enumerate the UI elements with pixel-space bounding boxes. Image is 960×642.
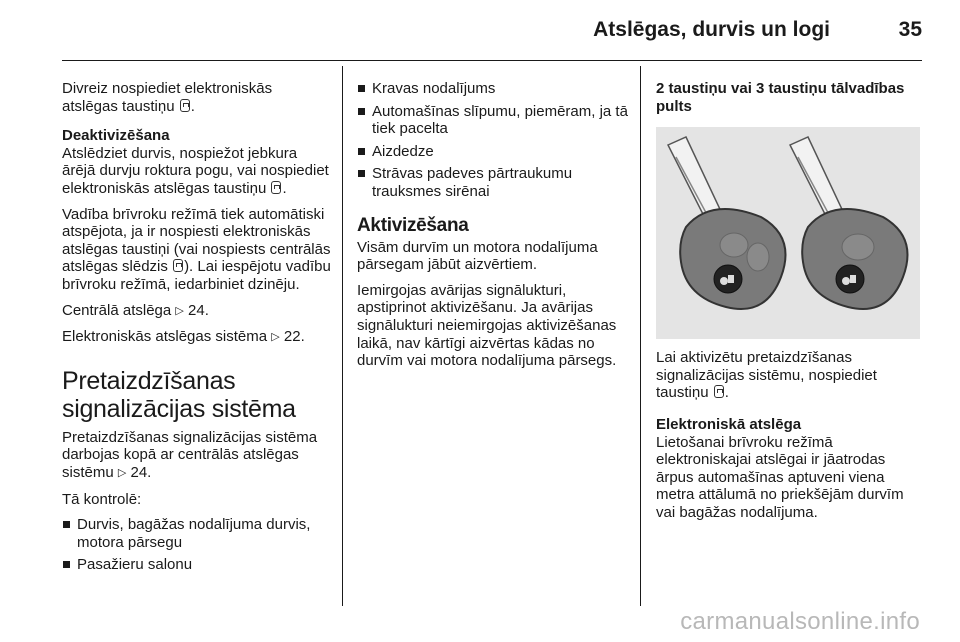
paragraph-text: ). Lai iespējotu vadību brīvroku režīmā, iedarbiniet dzinēju. [62, 258, 331, 293]
bullet-icon [358, 148, 365, 155]
bullet-icon [358, 170, 365, 177]
page-reference-icon: ▷ [175, 304, 184, 317]
list-item [62, 556, 332, 574]
list-item [357, 103, 632, 138]
list-item-text: Pasažieru salonu [77, 556, 193, 574]
cross-reference[interactable] [62, 302, 332, 321]
paragraph-text: . [282, 179, 287, 197]
list-item-text: Strāvas padeves pārtraukumu trauksmes sirēnai [372, 165, 573, 200]
list-item-text: Durvis, bagāžas nodalījuma durvis, motora pārsegu [77, 516, 311, 551]
paragraph [62, 80, 332, 115]
page-reference-icon: ▷ [271, 331, 280, 344]
subheading-remote: 2 taustiņu vai 3 taustiņu tālvadības pults [656, 80, 905, 115]
unlock-key-icon [271, 181, 281, 194]
subheading-electronic-key: Elektroniskā atslēga [656, 415, 802, 433]
paragraph: Iemirgojas avārijas signālukturi, apstiprinot aktivizēšanu. Ja avārijas signālukturi neiemirgojas aktivizēšanas laikā, nav kārtīgi aizvērtas kādas no durvīm vai motora nodalījuma pārsegs. [357, 281, 617, 370]
paragraph [62, 145, 332, 198]
reference-text: Elektroniskās atslēgas sistēma [62, 328, 268, 346]
list-item-text: Aizdedze [372, 142, 434, 160]
bullet-list [62, 516, 332, 574]
column-right [656, 80, 921, 530]
key-illustration-right [790, 137, 908, 309]
header-divider [62, 60, 922, 61]
paragraph-text: Atslēdziet durvis, nospiežot jebkura ārējā durvju roktura pogu, vai nospiediet elektroniskās atslēgas taustiņu [62, 144, 329, 197]
bullet-icon [358, 85, 365, 92]
paragraph-text: . [190, 97, 195, 115]
list-item-text: Kravas nodalījums [372, 80, 496, 97]
paragraph: Tā kontrolē: [62, 490, 142, 508]
section-heading-activation: Aktivizēšana [357, 214, 469, 236]
lock-key-icon [714, 385, 724, 398]
page-header-title: Atslēgas, durvis un logi [593, 18, 830, 41]
bullet-list [357, 80, 632, 201]
reference-text: Centrālā atslēga [62, 301, 172, 319]
paragraph-text: . [724, 384, 729, 402]
paragraph [656, 349, 921, 402]
paragraph [62, 206, 332, 294]
bullet-icon [63, 521, 70, 528]
subheading-deactivation: Deaktivizēšana [62, 127, 170, 145]
remote-keys-illustration [656, 127, 920, 339]
bullet-icon [358, 108, 365, 115]
paragraph-text: Divreiz nospiediet elektroniskās atslēgas taustiņu [62, 80, 273, 115]
paragraph: Visām durvīm un motora nodalījuma pārsegam jābūt aizvērtiem. [357, 238, 598, 274]
list-item [357, 80, 632, 98]
paragraph-text: Pretaizdzīšanas signalizācijas sistēma darbojas kopā ar centrālās atslēgas sistēmu [62, 428, 318, 481]
paragraph-text: Lai aktivizētu pretaizdzīšanas signalizācijas sistēmu, nospiediet taustiņu [656, 349, 877, 402]
reference-page[interactable]: 24. [130, 463, 152, 481]
section-heading: Pretaizdzīšanas signalizācijas sistēma [62, 366, 296, 423]
page-reference-icon: ▷ [117, 466, 127, 479]
column-divider [342, 66, 343, 606]
list-item [357, 165, 632, 200]
watermark-text: carmanualsonline.info [680, 608, 920, 635]
reference-page: 22. [283, 328, 305, 346]
lock-key-icon [173, 259, 183, 272]
reference-page: 24. [188, 301, 209, 319]
column-divider [640, 66, 641, 606]
paragraph-text: Vadība brīvroku režīmā tiek automātiski atspējota, ja ir nospiesti elektroniskās atslēgas taustiņi (vai nospiests centrālās atslēgas slēdzis [62, 205, 331, 276]
column-middle [357, 80, 632, 378]
lock-key-icon [180, 99, 190, 112]
bullet-icon [63, 561, 70, 568]
column-left [62, 80, 332, 582]
list-item-text: Automašīnas slīpumu, piemēram, ja tā tiek pacelta [372, 102, 628, 138]
list-item [62, 516, 332, 551]
cross-reference[interactable] [62, 328, 332, 347]
paragraph [62, 429, 332, 483]
paragraph: Lietošanai brīvroku režīmā elektroniskajai atslēgai ir jāatrodas ārpus automašīnas aptuveni viena metra attālumā no priekšējām durvīm vai bagāžas nodalījuma. [656, 433, 904, 521]
key-illustration-left [668, 137, 786, 309]
page-number: 35 [898, 18, 922, 41]
list-item [357, 143, 632, 161]
